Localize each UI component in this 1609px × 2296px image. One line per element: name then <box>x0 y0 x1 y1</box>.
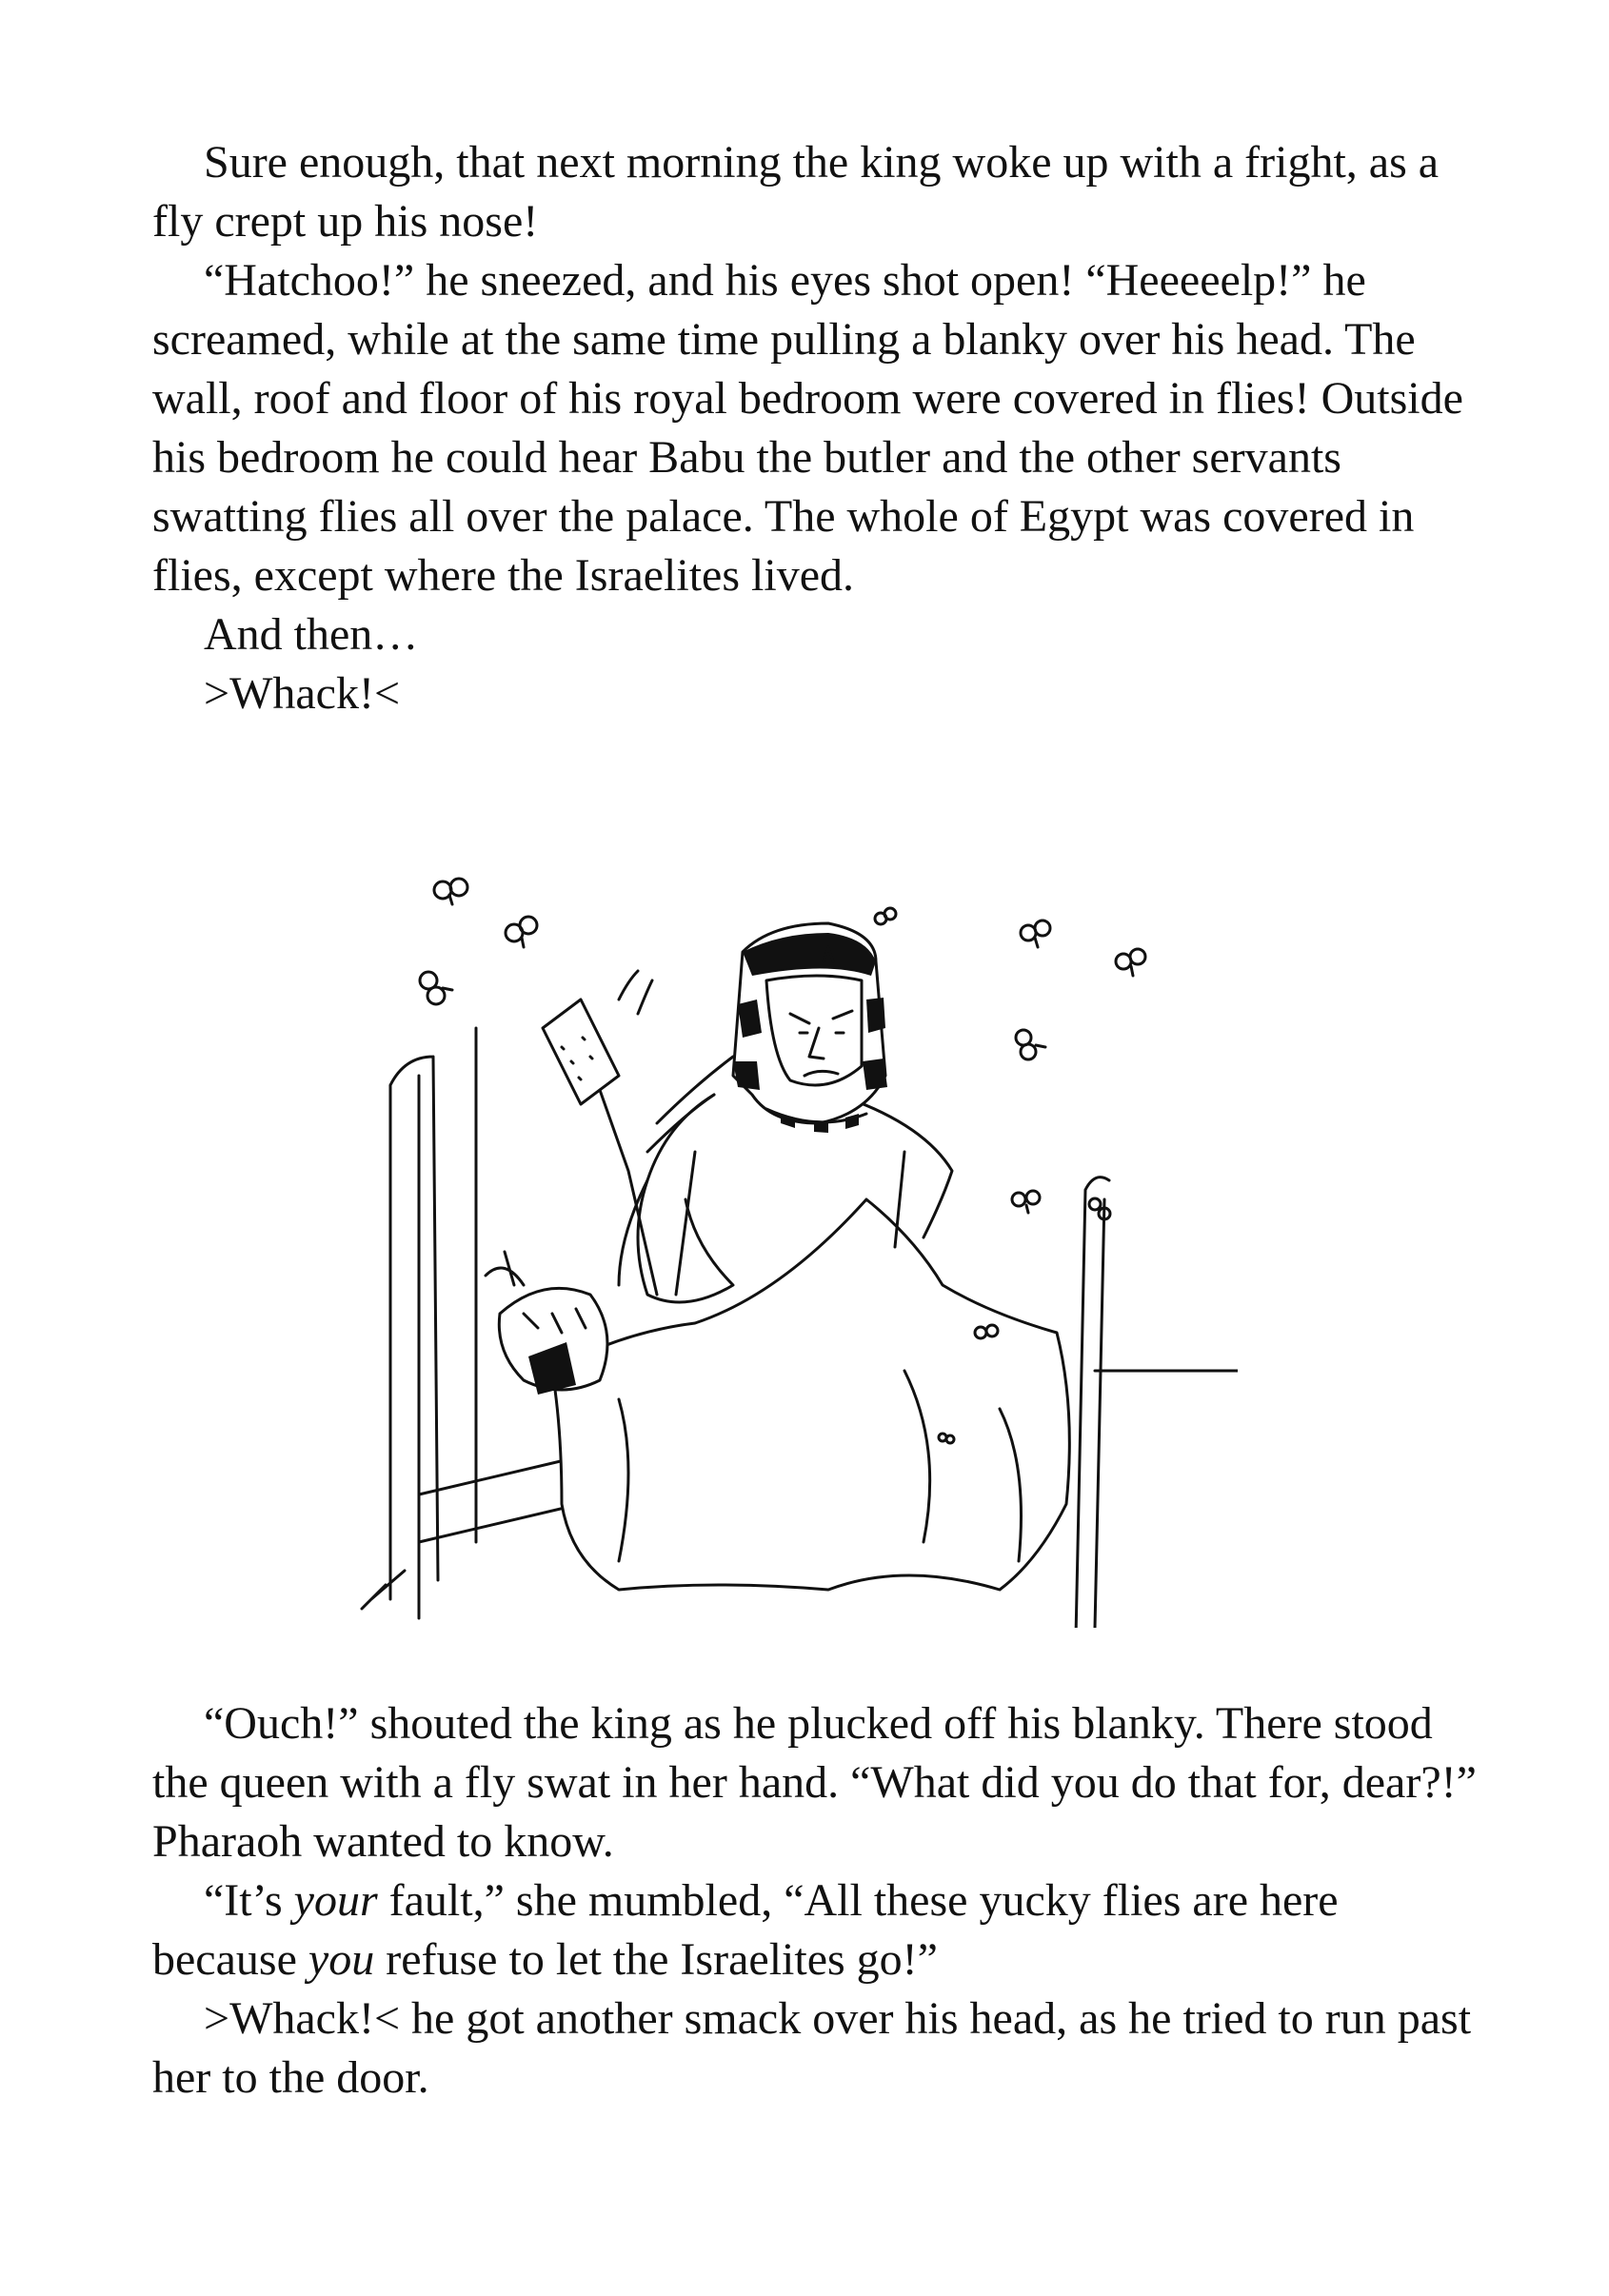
king-in-bed-with-flies-icon <box>333 838 1238 1628</box>
paragraph: Sure enough, that next morning the king woke up with a fright, as a fly crept up his nose! <box>152 137 1440 247</box>
story-text-top <box>152 133 1485 723</box>
king-in-bed-illustration <box>333 838 1238 1628</box>
paragraph: >Whack!< he got another smack over his head, as he tried to run past her to the door. <box>152 1993 1472 2103</box>
text-run: “It’s <box>204 1875 294 1926</box>
emphasis: your <box>293 1875 378 1926</box>
emphasis: you <box>308 1934 375 1985</box>
paragraph: And then… <box>204 609 419 660</box>
text-run: refuse to let the Israelites go!” <box>374 1934 938 1985</box>
paragraph: “Ouch!” shouted the king as he plucked off his blanky. There stood the queen with a fly swat in her hand. “What did you do that for, dear?!” Pharaoh wanted to know. <box>152 1698 1477 1867</box>
story-text-bottom <box>152 1694 1485 2108</box>
paragraph <box>152 1871 1485 1989</box>
text-run: fault,” she mumbled, “All these yucky flies are here because <box>152 1875 1339 1985</box>
paragraph: “Hatchoo!” he sneezed, and his eyes shot open! “Heeeeelp!” he screamed, while at the same time pulling a blanky over his head. The wall, roof and floor of his royal bedroom were covered in flies! Outside his bedroom he could hear Babu the butler and the other servants swatting flies all over the palace. The whole of Egypt was covered in flies, except where the Israelites lived. <box>152 255 1463 601</box>
paragraph: >Whack!< <box>204 668 401 719</box>
